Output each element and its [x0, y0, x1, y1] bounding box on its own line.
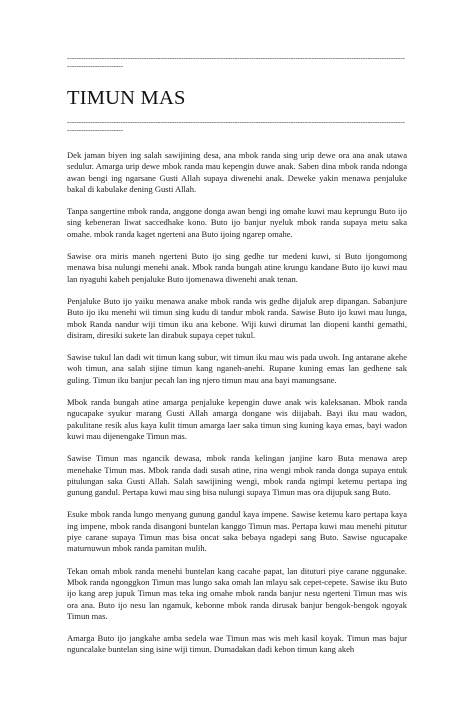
paragraph: Esuke mbok randa lungo menyang gunung gandul kaya impene. Sawise ketemu karo pertapa kaya ing impene, mbok randa disangoni buntelan kanggo Timun mas. Pertapa kuwi mau menehi pitutur piye carane supaya Timun mas bisa oncat saka bebaya ngadepi sang Buto. Sawise ngucapake maturnuwun mbok randa pamitan mulih.: [67, 509, 407, 554]
top-divider: -------------------------------------------------------------------------------------------------------------------------------------------------------------------------: [67, 54, 406, 70]
paragraph: Amarga Buto ijo jangkahe amba sedela wae Timun mas wis meh kasil koyak. Timun mas bajur nguncalake buntelan sing isine wiji timun. Dumadakan dadi kebon timun kang akeh: [67, 633, 407, 655]
story-body: [67, 150, 407, 656]
paragraph: Sawise tukul lan dadi wit timun kang subur, wit timun iku mau wis pada uwoh. Ing antarane akehe woh timun, ana salah sijine timun kang nganeh-anehi. Rupane kuning emas lan gedhene sak guling. Timun iku banjur pecah lan ing njero timun mau ana bayi manungsane.: [67, 352, 407, 385]
paragraph: Penjaluke Buto ijo yaiku menawa anake mbok randa wis gedhe dijaluk arep dipangan. Sabanjure Buto ijo iku menehi wii timun sing kudu di tandur mbok randa. Sawise Buto ijo kuwi mau lunga, mbok Randa nandur wiji timun iku ana kebone. Wiji kuwi dirumat lan diopeni kanthi gemathi, disiram, diresiki sukete lan dirabuk supaya cepet tukul.: [67, 295, 407, 340]
document-title: TIMUN MAS: [67, 87, 186, 109]
paragraph: Dek jaman biyen ing salah sawijining desa, ana mbok randa sing urip dewe ora ana anak utawa sedulur. Amarga urip dewe mbok randa mau kepengin duwe anak. Saben dina mbok randa ndonga awan bengi ing ngarsane Gusti Allah supaya diwenehi anak. Deweke yakin menawa penjaluke bakal di kabulake dening Gusti Allah.: [67, 150, 407, 194]
document-page: [67, 54, 407, 667]
paragraph: Sawise ora miris maneh ngerteni Buto ijo sing gedhe tur medeni kuwi, si Buto ijongomong menawa bisa nulungi menehi anak. Mbok randa bungah atine krungu kandane Buto ijo kuwi mau lan nyaguhi kabeh penjaluke Buto ijomenawa diwenehi anak tenan.: [67, 251, 407, 284]
paragraph: Sawise Timun mas ngancik dewasa, mbok randa kelingan janjine karo Buta menawa arep menehake Timun mas. Mbok randa dadi susah atine, rina wengi mbok randa donga supaya entuk pitulungan saka Gusti Allah. Salah sawijining wengi, mbok randa ngimpi ketemu pertapa ing gunung gandul. Pertapa kuwi mau sing bisa nulungi supaya Timun mas ora dijupuk sang Buto.: [67, 453, 407, 498]
paragraph: Tanpa sangertine mbok randa, anggone donga awan bengi ing omahe kuwi mau keprungu Buto ijo sing kebeneran liwat saccedhake kono. Buto ijo banjur nyeluk mbok randa supaya metu saka omahe. mbok randa kaget ngerteni ana Buto ijoing ngarep omahe.: [67, 206, 407, 239]
paragraph: Tekan omah mbok randa menehi buntelan kang cacahe papat, lan dituturi piye carane nggunake. Mbok randa ngonggkon Timun mas lungo saka omah lan mlayu sak cepet-cepete. Sawise iku Buto ijo kang arep jupuk Timun mas teka ing omahe mbok randa banjur nesu ngerteni Timun mas wis ora ana. Buto ijo nesu lan ngamuk, kebonne mbok randa dirusak banjur bengok-bengok ngoyak Timun mas.: [67, 565, 407, 621]
title-divider: -------------------------------------------------------------------------------------------------------------------------------------------------------------------------: [67, 118, 406, 134]
paragraph: Mbok randa bungah atine amarga penjaluke kepengin duwe anak wis kaleksanan. Mbok randa ngucapake syukur marang Gusti Allah amarga dongane wis diijabah. Bayi iku mau wadon, pakulitane resik alus kaya kulit timun amarga laer saka timun sing kuning kaya emas, bayi wadon kuwi mau dijenengake Timun mas.: [67, 397, 407, 441]
